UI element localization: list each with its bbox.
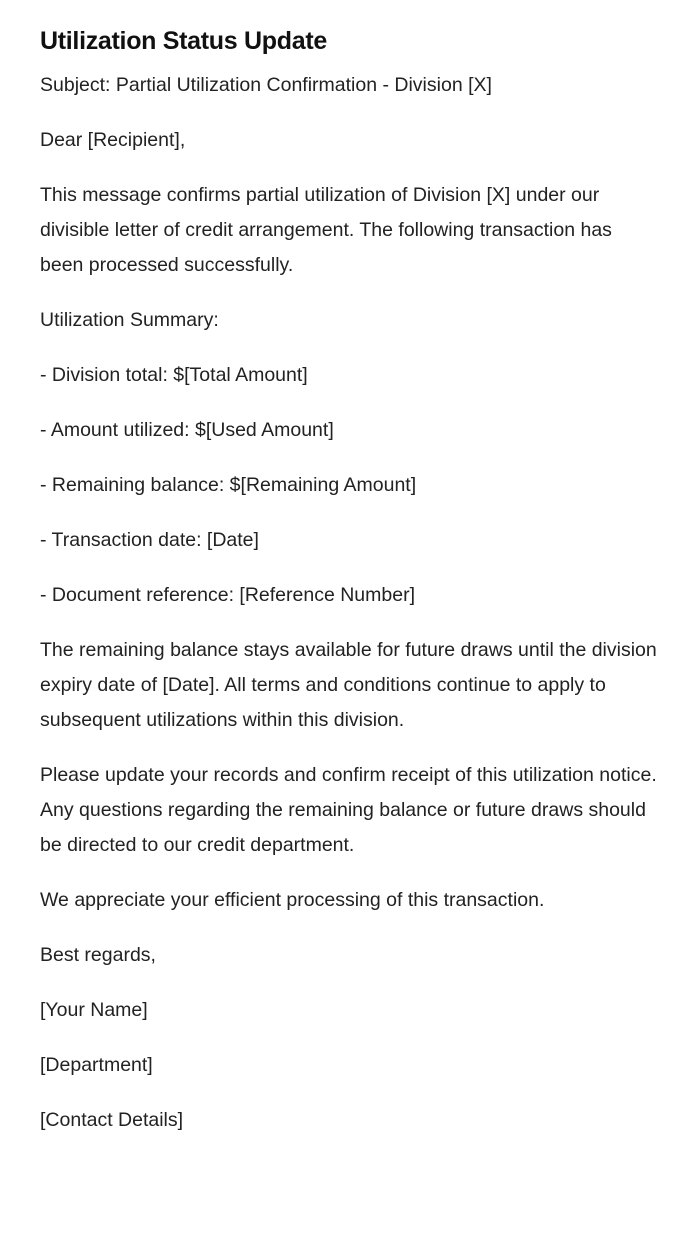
document-title: Utilization Status Update [40,27,327,55]
greeting: Dear [Recipient], [40,129,186,151]
summary-item-amount-utilized: - Amount utilized: $[Used Amount] [40,419,334,441]
request-paragraph: Please update your records and confirm receipt of this utilization notice. Any questions regarding the remaining balance or future draws should be directed to our credit department. [40,764,657,856]
balance-note-paragraph: The remaining balance stays available for future draws until the division expiry date of [Date]. All terms and conditions continue to apply to subsequent utilizations within this division. [40,639,657,731]
appreciation-paragraph: We appreciate your efficient processing of this transaction. [40,889,545,911]
signature-name: [Your Name] [40,999,148,1021]
summary-item-division-total: - Division total: $[Total Amount] [40,364,308,386]
summary-heading: Utilization Summary: [40,309,219,331]
summary-item-document-reference: - Document reference: [Reference Number] [40,584,415,606]
summary-item-remaining-balance: - Remaining balance: $[Remaining Amount] [40,474,417,496]
signature-contact: [Contact Details] [40,1109,184,1131]
subject-line: Subject: Partial Utilization Confirmation - Division [X] [40,74,492,96]
closing: Best regards, [40,944,156,966]
intro-paragraph: This message confirms partial utilization of Division [X] under our divisible letter of credit arrangement. The following transaction has been processed successfully. [40,184,612,276]
summary-item-transaction-date: - Transaction date: [Date] [40,529,259,551]
signature-department: [Department] [40,1054,153,1076]
